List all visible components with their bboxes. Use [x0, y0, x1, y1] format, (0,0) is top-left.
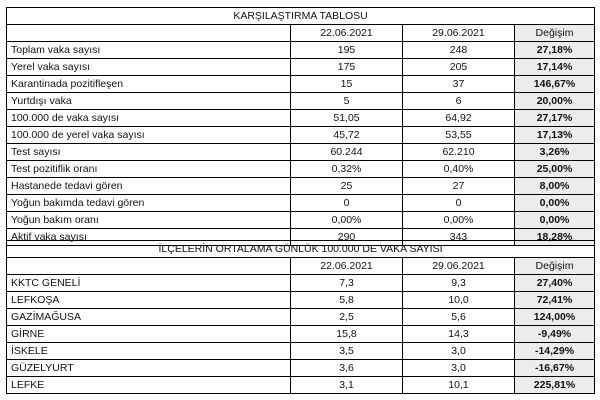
- districts-title: İLÇELERİN ORTALAMA GÜNLÜK 100.000 DE VAKA SAYISI: [7, 241, 595, 258]
- row-value-date-2: 10,0: [403, 292, 515, 309]
- row-value-date-1: 7,3: [291, 275, 403, 292]
- row-value-date-1: 15,8: [291, 326, 403, 343]
- row-change: 27,17%: [515, 110, 595, 127]
- comparison-header-row: [7, 25, 595, 42]
- row-value-date-1: 3,1: [291, 377, 403, 394]
- table-row: [7, 343, 595, 360]
- districts-title-row: [7, 241, 595, 258]
- row-change: 3,26%: [515, 144, 595, 161]
- row-label: GİRNE: [7, 326, 291, 343]
- comparison-table: [6, 7, 595, 246]
- row-change: 20,00%: [515, 93, 595, 110]
- comparison-title-row: [7, 8, 595, 25]
- row-label: 100.000 de yerel vaka sayısı: [7, 127, 291, 144]
- row-label: Yerel vaka sayısı: [7, 59, 291, 76]
- row-value-date-1: 0: [291, 195, 403, 212]
- table-row: [7, 59, 595, 76]
- row-label: Karantinada pozitifleşen: [7, 76, 291, 93]
- row-change: 17,13%: [515, 127, 595, 144]
- row-change: 225,81%: [515, 377, 595, 394]
- row-change: 27,18%: [515, 42, 595, 59]
- row-change: 25,00%: [515, 161, 595, 178]
- row-value-date-1: 290: [291, 229, 403, 246]
- row-value-date-1: 2,5: [291, 309, 403, 326]
- row-value-date-2: 53,55: [403, 127, 515, 144]
- table-row: [7, 377, 595, 394]
- row-value-date-1: 0,32%: [291, 161, 403, 178]
- row-value-date-2: 205: [403, 59, 515, 76]
- row-change: 8,00%: [515, 178, 595, 195]
- districts-header-row: [7, 258, 595, 275]
- row-label: Yoğun bakımda tedavi gören: [7, 195, 291, 212]
- row-label: LEFKOŞA: [7, 292, 291, 309]
- row-value-date-2: 0,40%: [403, 161, 515, 178]
- districts-body: [7, 275, 595, 394]
- header-label-cell: [7, 258, 291, 275]
- header-date-2: 29.06.2021: [403, 258, 515, 275]
- row-value-date-2: 27: [403, 178, 515, 195]
- row-label: Yurtdışı vaka: [7, 93, 291, 110]
- row-value-date-1: 25: [291, 178, 403, 195]
- row-label: Aktif vaka sayısı: [7, 229, 291, 246]
- table-row: [7, 309, 595, 326]
- row-value-date-1: 195: [291, 42, 403, 59]
- header-date-2: 29.06.2021: [403, 25, 515, 42]
- table-row: [7, 76, 595, 93]
- table-row: [7, 161, 595, 178]
- row-value-date-1: 3,6: [291, 360, 403, 377]
- row-value-date-2: 64,92: [403, 110, 515, 127]
- row-value-date-1: 60.244: [291, 144, 403, 161]
- row-value-date-1: 0,00%: [291, 212, 403, 229]
- table-row: [7, 144, 595, 161]
- header-label-cell: [7, 25, 291, 42]
- row-change: -14,29%: [515, 343, 595, 360]
- table-row: [7, 275, 595, 292]
- row-label: Yoğun bakım oranı: [7, 212, 291, 229]
- row-value-date-2: 3,0: [403, 360, 515, 377]
- row-label: KKTC GENELİ: [7, 275, 291, 292]
- header-date-1: 22.06.2021: [291, 25, 403, 42]
- row-value-date-2: 5,6: [403, 309, 515, 326]
- table-row: [7, 93, 595, 110]
- comparison-title: KARŞILAŞTIRMA TABLOSU: [7, 8, 595, 25]
- row-change: -16,67%: [515, 360, 595, 377]
- table-row: [7, 292, 595, 309]
- row-label: Hastanede tedavi gören: [7, 178, 291, 195]
- row-change: 0,00%: [515, 212, 595, 229]
- header-change: Değişim: [515, 25, 595, 42]
- row-value-date-2: 62.210: [403, 144, 515, 161]
- table-row: [7, 127, 595, 144]
- row-value-date-2: 0: [403, 195, 515, 212]
- row-label: Toplam vaka sayısı: [7, 42, 291, 59]
- row-value-date-1: 15: [291, 76, 403, 93]
- districts-table: [6, 240, 595, 394]
- header-change: Değişim: [515, 258, 595, 275]
- table-row: [7, 326, 595, 343]
- table-row: [7, 42, 595, 59]
- row-value-date-1: 45,72: [291, 127, 403, 144]
- row-value-date-1: 5,8: [291, 292, 403, 309]
- row-change: 124,00%: [515, 309, 595, 326]
- table-row: [7, 212, 595, 229]
- table-row: [7, 110, 595, 127]
- row-label: GAZİMAĞUSA: [7, 309, 291, 326]
- row-label: LEFKE: [7, 377, 291, 394]
- row-label: İSKELE: [7, 343, 291, 360]
- row-change: 0,00%: [515, 195, 595, 212]
- row-value-date-1: 175: [291, 59, 403, 76]
- row-value-date-2: 3,0: [403, 343, 515, 360]
- table-row: [7, 195, 595, 212]
- row-value-date-2: 248: [403, 42, 515, 59]
- row-change: 17,14%: [515, 59, 595, 76]
- table-row: [7, 360, 595, 377]
- row-change: 18,28%: [515, 229, 595, 246]
- row-value-date-1: 51,05: [291, 110, 403, 127]
- row-label: GÜZELYURT: [7, 360, 291, 377]
- row-change: 27,40%: [515, 275, 595, 292]
- header-date-1: 22.06.2021: [291, 258, 403, 275]
- row-value-date-1: 3,5: [291, 343, 403, 360]
- row-label: Test pozitiflik oranı: [7, 161, 291, 178]
- row-change: 146,67%: [515, 76, 595, 93]
- row-value-date-2: 14,3: [403, 326, 515, 343]
- row-value-date-2: 343: [403, 229, 515, 246]
- table-row: [7, 178, 595, 195]
- row-change: -9,49%: [515, 326, 595, 343]
- comparison-body: [7, 42, 595, 246]
- row-change: 72,41%: [515, 292, 595, 309]
- row-value-date-2: 37: [403, 76, 515, 93]
- row-value-date-2: 6: [403, 93, 515, 110]
- row-label: 100.000 de vaka sayısı: [7, 110, 291, 127]
- row-value-date-2: 10,1: [403, 377, 515, 394]
- row-value-date-1: 5: [291, 93, 403, 110]
- row-label: Test sayısı: [7, 144, 291, 161]
- row-value-date-2: 9,3: [403, 275, 515, 292]
- row-value-date-2: 0,00%: [403, 212, 515, 229]
